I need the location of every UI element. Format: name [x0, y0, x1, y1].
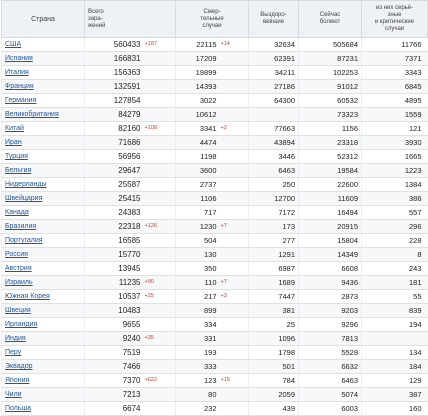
recovered-cell: 381: [249, 304, 299, 318]
country-link[interactable]: Перу: [2, 346, 85, 360]
critical-cell: 194: [362, 318, 428, 332]
country-link[interactable]: Иран: [2, 136, 85, 150]
new-deaths-cell: [219, 318, 249, 332]
new-deaths-cell: +15: [219, 374, 249, 388]
new-cases-cell: [143, 262, 176, 276]
deaths-cell: 10612: [176, 108, 219, 122]
country-link[interactable]: Бразилия: [2, 220, 85, 234]
country-link[interactable]: Великобритания: [2, 108, 85, 122]
new-cases-cell: [143, 164, 176, 178]
new-cases-cell: [143, 402, 176, 416]
total-cases-cell: 24383: [85, 206, 143, 220]
deaths-cell: 331: [176, 332, 219, 346]
table-row: [2, 206, 428, 220]
header-deaths[interactable]: Смер- тельные случаи: [176, 1, 249, 38]
country-link[interactable]: Канада: [2, 206, 85, 220]
deaths-cell: 17209: [176, 52, 219, 66]
new-deaths-cell: [219, 332, 249, 346]
table-row: [2, 108, 428, 122]
active-cell: 6463: [299, 374, 362, 388]
active-cell: 60532: [299, 94, 362, 108]
country-link[interactable]: Япония: [2, 374, 85, 388]
table-row: [2, 220, 428, 234]
new-cases-cell: [143, 52, 176, 66]
table-row: [2, 374, 428, 388]
new-cases-cell: [143, 192, 176, 206]
active-cell: 9203: [299, 304, 362, 318]
critical-cell: 243: [362, 262, 428, 276]
critical-cell: 839: [362, 304, 428, 318]
deaths-cell: 123: [176, 374, 219, 388]
deaths-cell: 3022: [176, 94, 219, 108]
active-cell: 22600: [299, 178, 362, 192]
critical-cell: 7371: [362, 52, 428, 66]
table-row: [2, 332, 428, 346]
table-row: [2, 262, 428, 276]
table-row: [2, 94, 428, 108]
new-cases-cell: [143, 136, 176, 150]
deaths-cell: 899: [176, 304, 219, 318]
deaths-cell: 504: [176, 234, 219, 248]
active-cell: 102253: [299, 66, 362, 80]
critical-cell: 184: [362, 360, 428, 374]
table-row: [2, 276, 428, 290]
header-recovered[interactable]: Выздоро- вевшие: [249, 1, 299, 38]
country-link[interactable]: Австрия: [2, 262, 85, 276]
total-cases-cell: 166831: [85, 52, 143, 66]
new-cases-cell: +108: [143, 122, 176, 136]
table-row: [2, 318, 428, 332]
recovered-cell: 7172: [249, 206, 299, 220]
header-total-cases[interactable]: Всего зара- жений: [85, 1, 176, 38]
deaths-cell: 717: [176, 206, 219, 220]
total-cases-cell: 84279: [85, 108, 143, 122]
critical-cell: 1559: [362, 108, 428, 122]
header-country[interactable]: Страна: [2, 1, 85, 38]
new-deaths-cell: [219, 136, 249, 150]
active-cell: 1156: [299, 122, 362, 136]
total-cases-cell: 7519: [85, 346, 143, 360]
table-row: [2, 304, 428, 318]
new-cases-cell: [143, 150, 176, 164]
recovered-cell: 7447: [249, 290, 299, 304]
table-row: [2, 234, 428, 248]
active-cell: 6632: [299, 360, 362, 374]
table-row: [2, 290, 428, 304]
new-deaths-cell: [219, 150, 249, 164]
deaths-cell: 232: [176, 402, 219, 416]
deaths-cell: 333: [176, 360, 219, 374]
recovered-cell: 25: [249, 318, 299, 332]
new-deaths-cell: [219, 402, 249, 416]
recovered-cell: 250: [249, 178, 299, 192]
country-link[interactable]: Израиль: [2, 276, 85, 290]
recovered-cell: [249, 108, 299, 122]
total-cases-cell: 7213: [85, 388, 143, 402]
table-body: [2, 38, 428, 416]
recovered-cell: 64300: [249, 94, 299, 108]
active-cell: 7813: [299, 332, 362, 346]
total-cases-cell: 56956: [85, 150, 143, 164]
new-deaths-cell: [219, 52, 249, 66]
total-cases-cell: 7466: [85, 360, 143, 374]
critical-cell: [362, 332, 428, 346]
deaths-cell: 110: [176, 276, 219, 290]
table-row: [2, 38, 428, 52]
active-cell: 15804: [299, 234, 362, 248]
country-link[interactable]: Германия: [2, 94, 85, 108]
total-cases-cell: 25415: [85, 192, 143, 206]
deaths-cell: 130: [176, 248, 219, 262]
deaths-cell: 350: [176, 262, 219, 276]
new-cases-cell: +622: [143, 374, 176, 388]
new-deaths-cell: [219, 248, 249, 262]
deaths-cell: 19899: [176, 66, 219, 80]
country-link[interactable]: Швеция: [2, 304, 85, 318]
country-link[interactable]: Швейцария: [2, 192, 85, 206]
total-cases-cell: 71686: [85, 136, 143, 150]
critical-cell: 129: [362, 374, 428, 388]
table-row: [2, 178, 428, 192]
country-link[interactable]: Южная Корея: [2, 290, 85, 304]
new-deaths-cell: [219, 66, 249, 80]
country-link[interactable]: Нидерланды: [2, 178, 85, 192]
active-cell: 5074: [299, 388, 362, 402]
active-cell: 2873: [299, 290, 362, 304]
table-row: [2, 136, 428, 150]
country-link[interactable]: Португалия: [2, 234, 85, 248]
active-cell: 9436: [299, 276, 362, 290]
deaths-cell: 4474: [176, 136, 219, 150]
total-cases-cell: 9240: [85, 332, 143, 346]
table-row: [2, 248, 428, 262]
critical-cell: 386: [362, 192, 428, 206]
new-cases-cell: [143, 304, 176, 318]
total-cases-cell: 127854: [85, 94, 143, 108]
recovered-cell: 784: [249, 374, 299, 388]
active-cell: 5528: [299, 346, 362, 360]
deaths-cell: 1106: [176, 192, 219, 206]
critical-cell: 6845: [362, 80, 428, 94]
recovered-cell: 62391: [249, 52, 299, 66]
deaths-cell: 1230: [176, 220, 219, 234]
active-cell: 91012: [299, 80, 362, 94]
recovered-cell: 6463: [249, 164, 299, 178]
active-cell: 52312: [299, 150, 362, 164]
country-link[interactable]: США: [2, 38, 85, 52]
new-cases-cell: +187: [143, 38, 176, 52]
new-cases-cell: +35: [143, 332, 176, 346]
active-cell: 9296: [299, 318, 362, 332]
total-cases-cell: 156363: [85, 66, 143, 80]
active-cell: 20915: [299, 220, 362, 234]
recovered-cell: 34211: [249, 66, 299, 80]
new-cases-cell: [143, 66, 176, 80]
critical-cell: 1384: [362, 178, 428, 192]
total-cases-cell: 7370: [85, 374, 143, 388]
new-deaths-cell: [219, 304, 249, 318]
recovered-cell: 32634: [249, 38, 299, 52]
total-cases-cell: 11235: [85, 276, 143, 290]
coronavirus-stats-table: [1, 0, 428, 416]
country-link[interactable]: Россия: [2, 248, 85, 262]
table-row: [2, 164, 428, 178]
deaths-cell: 1198: [176, 150, 219, 164]
table-row: [2, 150, 428, 164]
recovered-cell: 77663: [249, 122, 299, 136]
table-row: [2, 66, 428, 80]
new-deaths-cell: +7: [219, 276, 249, 290]
country-link[interactable]: Бельгия: [2, 164, 85, 178]
recovered-cell: 1798: [249, 346, 299, 360]
new-deaths-cell: [219, 178, 249, 192]
new-deaths-cell: [219, 206, 249, 220]
country-link[interactable]: Ирландия: [2, 318, 85, 332]
new-cases-cell: [143, 318, 176, 332]
table-row: [2, 80, 428, 94]
critical-cell: 160: [362, 402, 428, 416]
country-link[interactable]: Чили: [2, 388, 85, 402]
total-cases-cell: 9655: [85, 318, 143, 332]
table-header: [2, 1, 428, 38]
deaths-cell: 193: [176, 346, 219, 360]
active-cell: 14349: [299, 248, 362, 262]
active-cell: 505684: [299, 38, 362, 52]
new-deaths-cell: [219, 360, 249, 374]
deaths-cell: 3341: [176, 122, 219, 136]
new-deaths-cell: [219, 94, 249, 108]
recovered-cell: 1291: [249, 248, 299, 262]
country-link[interactable]: Индия: [2, 332, 85, 346]
new-cases-cell: [143, 360, 176, 374]
header-row: [2, 1, 428, 38]
new-cases-cell: [143, 206, 176, 220]
recovered-cell: 173: [249, 220, 299, 234]
table-row: [2, 52, 428, 66]
new-cases-cell: [143, 234, 176, 248]
new-deaths-cell: [219, 388, 249, 402]
new-deaths-cell: +2: [219, 122, 249, 136]
new-deaths-cell: [219, 80, 249, 94]
total-cases-cell: 560433: [85, 38, 143, 52]
country-link[interactable]: Китай: [2, 122, 85, 136]
total-cases-cell: 16585: [85, 234, 143, 248]
country-link[interactable]: Италия: [2, 66, 85, 80]
total-cases-cell: 132591: [85, 80, 143, 94]
total-cases-cell: 22318: [85, 220, 143, 234]
active-cell: 6608: [299, 262, 362, 276]
total-cases-cell: 13945: [85, 262, 143, 276]
total-cases-cell: 10537: [85, 290, 143, 304]
recovered-cell: 277: [249, 234, 299, 248]
recovered-cell: 27186: [249, 80, 299, 94]
new-cases-cell: [143, 388, 176, 402]
deaths-cell: 217: [176, 290, 219, 304]
total-cases-cell: 25587: [85, 178, 143, 192]
recovered-cell: 2059: [249, 388, 299, 402]
active-cell: 16494: [299, 206, 362, 220]
critical-cell: 8: [362, 248, 428, 262]
header-critical[interactable]: из них серьё- зные и критические случаи: [362, 1, 428, 38]
recovered-cell: 12700: [249, 192, 299, 206]
new-deaths-cell: +14: [219, 38, 249, 52]
new-deaths-cell: [219, 262, 249, 276]
deaths-cell: 14393: [176, 80, 219, 94]
table-row: [2, 122, 428, 136]
new-deaths-cell: +7: [219, 220, 249, 234]
new-cases-cell: +25: [143, 290, 176, 304]
critical-cell: 11766: [362, 38, 428, 52]
critical-cell: 3930: [362, 136, 428, 150]
critical-cell: 1665: [362, 150, 428, 164]
critical-cell: 121: [362, 122, 428, 136]
new-deaths-cell: [219, 108, 249, 122]
recovered-cell: 6987: [249, 262, 299, 276]
country-link[interactable]: Франция: [2, 80, 85, 94]
critical-cell: 557: [362, 206, 428, 220]
country-link[interactable]: Испания: [2, 52, 85, 66]
table-row: [2, 360, 428, 374]
new-deaths-cell: [219, 192, 249, 206]
total-cases-cell: 29647: [85, 164, 143, 178]
country-link[interactable]: Эквадор: [2, 360, 85, 374]
deaths-cell: 22115: [176, 38, 219, 52]
active-cell: 6003: [299, 402, 362, 416]
recovered-cell: 439: [249, 402, 299, 416]
critical-cell: 1223: [362, 164, 428, 178]
country-link[interactable]: Польша: [2, 402, 85, 416]
deaths-cell: 2737: [176, 178, 219, 192]
new-cases-cell: [143, 108, 176, 122]
total-cases-cell: 15770: [85, 248, 143, 262]
new-cases-cell: +126: [143, 220, 176, 234]
total-cases-cell: 6674: [85, 402, 143, 416]
table-row: [2, 192, 428, 206]
total-cases-cell: 10483: [85, 304, 143, 318]
new-deaths-cell: [219, 234, 249, 248]
critical-cell: 181: [362, 276, 428, 290]
total-cases-cell: 82160: [85, 122, 143, 136]
table-row: [2, 346, 428, 360]
critical-cell: 4895: [362, 94, 428, 108]
active-cell: 87231: [299, 52, 362, 66]
deaths-cell: 3600: [176, 164, 219, 178]
critical-cell: 134: [362, 346, 428, 360]
new-cases-cell: [143, 80, 176, 94]
new-cases-cell: [143, 94, 176, 108]
new-cases-cell: [143, 248, 176, 262]
recovered-cell: 43894: [249, 136, 299, 150]
active-cell: 19584: [299, 164, 362, 178]
new-deaths-cell: +3: [219, 290, 249, 304]
table-row: [2, 402, 428, 416]
active-cell: 11609: [299, 192, 362, 206]
critical-cell: 228: [362, 234, 428, 248]
new-cases-cell: +90: [143, 276, 176, 290]
critical-cell: 387: [362, 388, 428, 402]
country-link[interactable]: Турция: [2, 150, 85, 164]
active-cell: 73323: [299, 108, 362, 122]
critical-cell: 296: [362, 220, 428, 234]
recovered-cell: 1689: [249, 276, 299, 290]
table-row: [2, 388, 428, 402]
new-deaths-cell: [219, 346, 249, 360]
header-active[interactable]: Сейчас болеют: [299, 1, 362, 38]
new-cases-cell: [143, 178, 176, 192]
recovered-cell: 3446: [249, 150, 299, 164]
recovered-cell: 501: [249, 360, 299, 374]
deaths-cell: 80: [176, 388, 219, 402]
recovered-cell: 1096: [249, 332, 299, 346]
new-cases-cell: [143, 346, 176, 360]
critical-cell: 3343: [362, 66, 428, 80]
active-cell: 23318: [299, 136, 362, 150]
deaths-cell: 334: [176, 318, 219, 332]
new-deaths-cell: [219, 164, 249, 178]
critical-cell: 55: [362, 290, 428, 304]
